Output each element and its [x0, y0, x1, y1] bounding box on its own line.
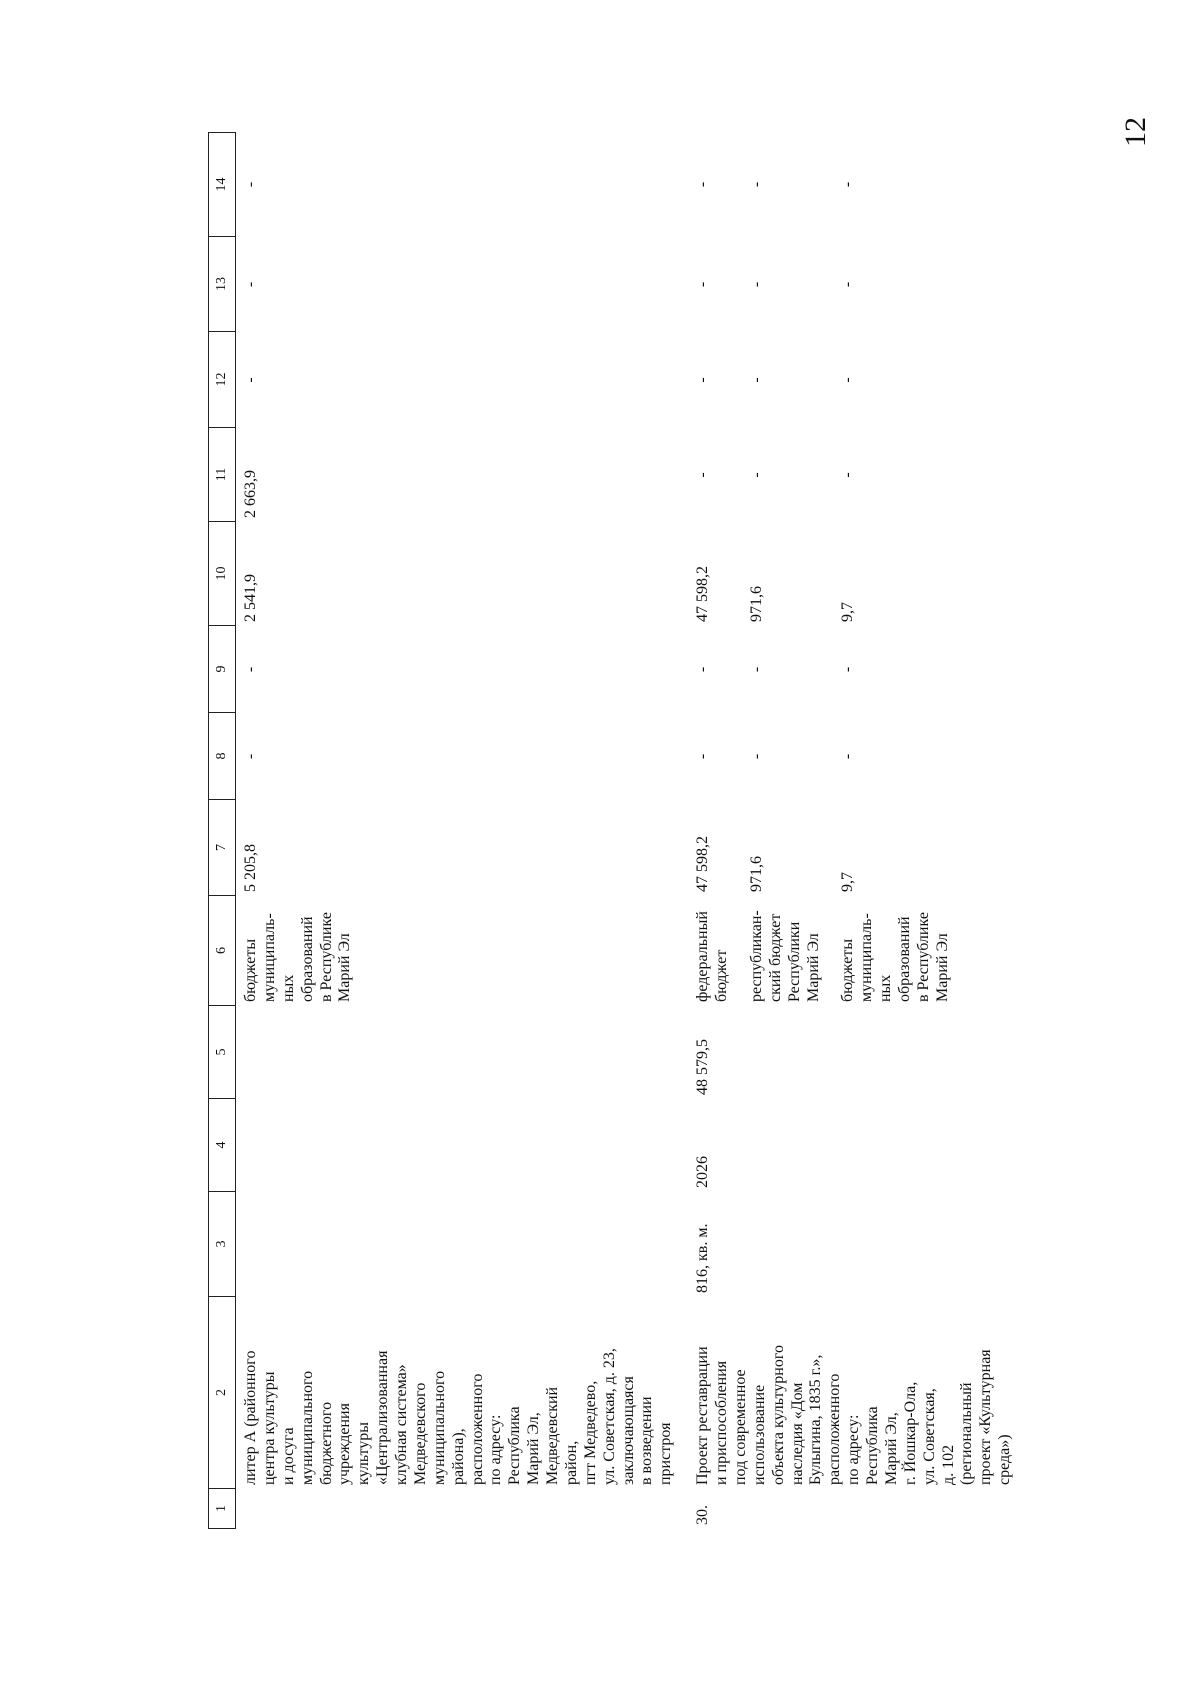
object-name-line: культуры: [355, 1421, 373, 1485]
header-col-8: 8: [209, 713, 235, 800]
amount-col-10: 2 541,9: [242, 574, 259, 622]
header-col-2: 2: [209, 1297, 235, 1489]
object-name-line: Марий Эл,: [525, 1412, 543, 1485]
funding-source-line: федеральный: [694, 911, 712, 1002]
amount-col-12: -: [242, 377, 259, 383]
object-name-line: Проект реставрации: [694, 1346, 712, 1485]
funding-source-line: образований: [896, 916, 913, 1002]
amount-col-9: -: [694, 666, 712, 673]
funding-source-line: муниципаль-: [858, 913, 876, 1002]
object-name-line: под современное: [731, 1369, 749, 1485]
funding-source-line: муниципаль-: [260, 913, 278, 1002]
amount-col-13: -: [694, 281, 712, 288]
amount-col-9: -: [242, 666, 259, 673]
object-name-line: литер А (районного: [242, 1350, 259, 1485]
funding-source: [748, 896, 824, 1006]
funding-source: [242, 896, 355, 1006]
funding-source-line: Марий Эл: [804, 933, 822, 1002]
amount-col-12: -: [694, 377, 712, 383]
object-name-line: центра культуры: [260, 1371, 278, 1485]
amount-col-8: -: [747, 753, 765, 760]
object-name: [694, 1297, 1015, 1489]
amount-col-12: -: [839, 377, 857, 383]
investment-table: [208, 132, 1015, 1529]
funding-source-line: в Республике: [317, 912, 335, 1002]
amount-col-7: 5 205,8: [242, 844, 259, 892]
amount-col-8: -: [242, 753, 259, 760]
object-name-line: бюджетного: [317, 1401, 335, 1485]
table-row-item-30: [694, 132, 1015, 1529]
capacity: 816, кв. м.: [694, 1223, 712, 1293]
amount-col-8: -: [694, 753, 712, 760]
row-number: 30.: [694, 1505, 712, 1525]
header-col-6: 6: [209, 896, 235, 1006]
object-name-line: расположенного: [826, 1373, 844, 1485]
amount-col-13: -: [839, 281, 857, 288]
object-name-line: пгт Медведево,: [581, 1380, 599, 1485]
amount-col-11: -: [839, 472, 857, 478]
funding-source-line: бюджеты: [839, 938, 857, 1002]
object-name-line: (региональный: [958, 1382, 976, 1485]
header-col-7: 7: [209, 800, 235, 896]
amount-col-11: 2 663,9: [242, 470, 259, 518]
amount-col-14: -: [242, 181, 259, 188]
amount-col-10: 971,6: [747, 586, 765, 622]
object-name-line: Медведевский: [544, 1386, 561, 1485]
amount-col-12: -: [747, 377, 765, 383]
funding-source-line: Республики: [785, 921, 803, 1002]
object-name-line: Булыгина, 1835 г.»,: [807, 1354, 825, 1485]
amount-col-10: 9,7: [839, 602, 857, 622]
amount-col-7: 971,6: [747, 856, 765, 892]
table-row-continuation: [242, 132, 676, 1529]
funding-subrow-municipal: [839, 132, 952, 1006]
object-name-line: Республика: [506, 1406, 524, 1485]
funding-subrow-federal: [694, 132, 732, 1006]
funding-source-line: бюджеты: [242, 938, 259, 1002]
header-col-1: 1: [209, 1489, 235, 1529]
header-col-12: 12: [209, 332, 235, 428]
header-col-10: 10: [209, 522, 235, 626]
object-name-line: и досуга: [279, 1427, 297, 1485]
funding-source-line: бюджет: [713, 949, 730, 1002]
object-name-line: Марий Эл,: [882, 1412, 900, 1485]
object-name-line: и приспособления: [713, 1360, 730, 1485]
page-number: 12: [1119, 117, 1152, 147]
object-name-line: Республика: [864, 1406, 881, 1485]
amount-col-9: -: [839, 666, 857, 673]
object-name-line: заключающаяся: [619, 1376, 637, 1485]
amount-col-7: 47 598,2: [694, 836, 712, 892]
funding-source-line: ский бюджет: [766, 913, 784, 1002]
funding-source: [694, 896, 732, 1006]
object-name-line: проект «Культурная: [977, 1349, 995, 1485]
header-col-13: 13: [209, 237, 235, 332]
amount-col-10: 47 598,2: [694, 566, 712, 622]
object-name-line: объекта культурного: [769, 1345, 787, 1485]
amount-col-14: -: [694, 181, 712, 188]
object-name-line: д. 102: [939, 1444, 957, 1485]
object-name-line: в возведении: [638, 1396, 656, 1485]
header-col-3: 3: [209, 1192, 235, 1297]
funding-subrow-republican: [748, 132, 824, 1006]
object-name-line: среда»): [996, 1434, 1014, 1485]
amount-col-14: -: [839, 181, 857, 188]
amount-col-11: -: [694, 472, 712, 478]
object-name-line: использование: [750, 1384, 768, 1485]
header-col-4: 4: [209, 1099, 235, 1192]
object-name-line: г. Йошкар-Ола,: [901, 1381, 919, 1485]
funding-source-line: республикан-: [747, 910, 765, 1002]
object-name-line: клубная система»: [393, 1364, 410, 1485]
object-name-line: района),: [449, 1428, 467, 1485]
object-name-line: район,: [562, 1440, 580, 1485]
header-col-14: 14: [209, 132, 235, 237]
object-name-line: ул. Советская,: [920, 1388, 938, 1485]
funding-source: [839, 896, 952, 1006]
object-name: [242, 1297, 676, 1489]
object-name-line: ул. Советская, д. 23,: [600, 1348, 618, 1485]
year: 2026: [694, 1156, 712, 1188]
amount-col-14: -: [747, 181, 765, 188]
funding-source-line: ных: [279, 974, 297, 1002]
amount-col-13: -: [242, 281, 259, 288]
funding-source-line: в Республике: [914, 912, 932, 1002]
funding-source-line: Марий Эл: [336, 933, 354, 1002]
header-col-9: 9: [209, 626, 235, 713]
amount-col-7: 9,7: [839, 872, 857, 892]
amount-col-13: -: [747, 281, 765, 288]
object-name-line: расположенного: [468, 1373, 486, 1485]
object-name-line: учреждения: [336, 1403, 354, 1485]
header-col-5: 5: [209, 1006, 235, 1099]
object-name-line: наследия «Дом: [788, 1382, 806, 1485]
amount-col-8: -: [839, 753, 857, 760]
header-col-11: 11: [209, 428, 235, 522]
funding-source-line: образований: [298, 916, 316, 1002]
object-name-line: Медведевского: [411, 1382, 429, 1485]
object-name-line: по адресу:: [845, 1414, 863, 1485]
object-name-line: муниципального: [298, 1370, 316, 1485]
amount-col-11: -: [747, 472, 765, 478]
object-name-line: пристроя: [657, 1422, 675, 1485]
object-name-line: «Централизованная: [374, 1350, 392, 1485]
funding-source-line: Марий Эл: [933, 933, 951, 1002]
object-name-line: по адресу:: [487, 1414, 505, 1485]
funding-source-line: ных: [877, 974, 895, 1002]
amount-col-9: -: [747, 666, 765, 673]
total-cost: 48 579,5: [694, 1039, 712, 1095]
object-name-line: муниципального: [430, 1370, 448, 1485]
column-number-header: [208, 132, 236, 1529]
